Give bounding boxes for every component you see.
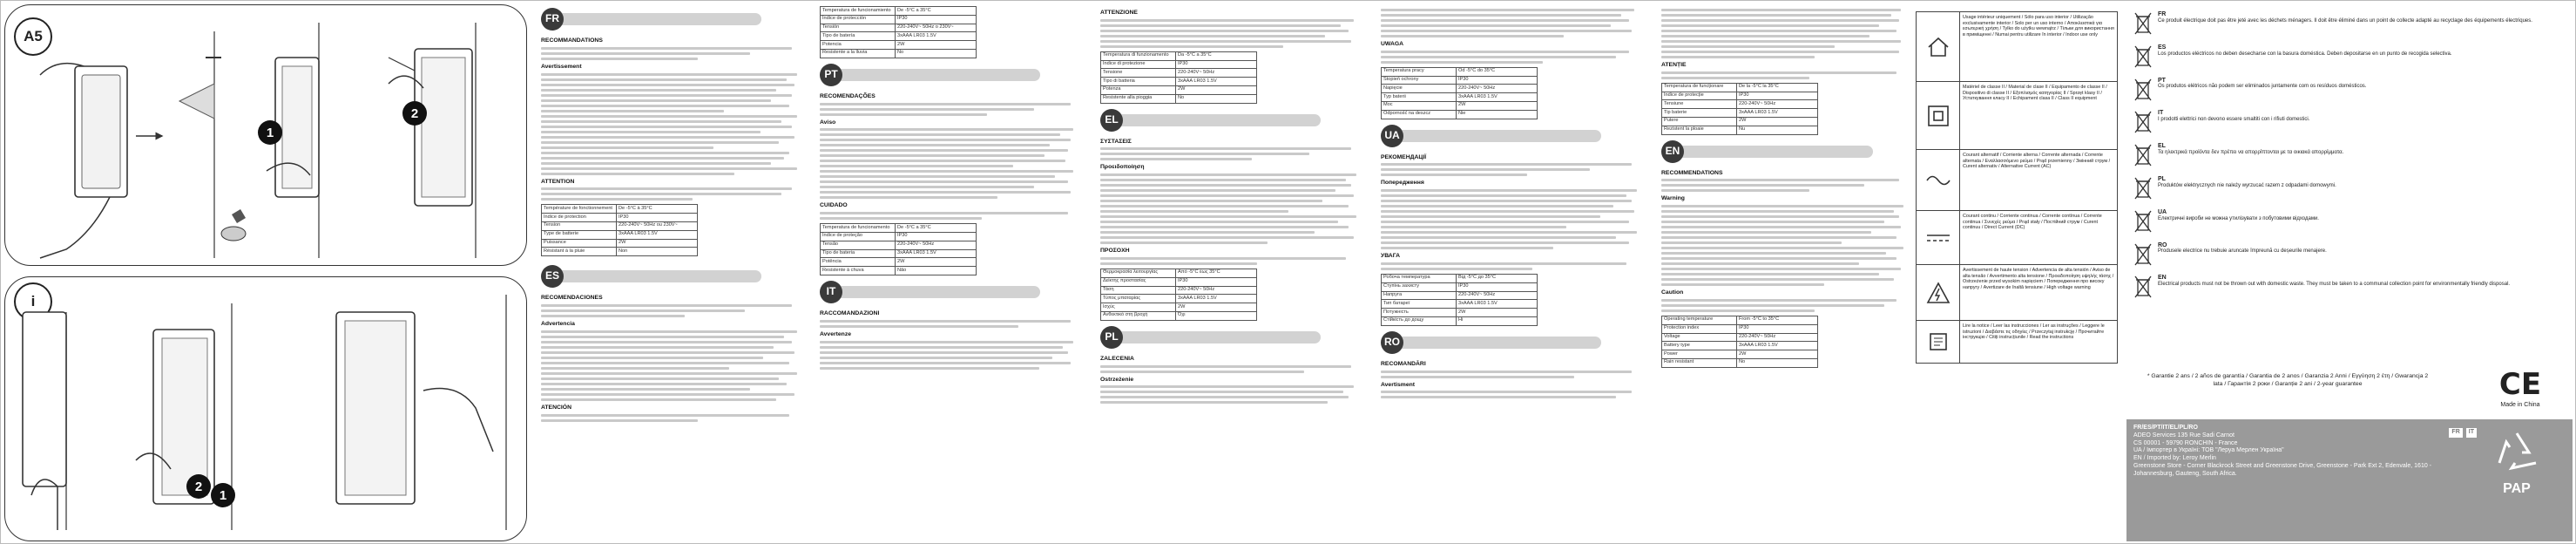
a5-badge: A5 [14, 17, 52, 56]
symbol-row-high-voltage: Avertissement de haute tension / Advertencia de alta tensión / Aviso de alta tensão / Avvertimento alta tensione / Προειδοποίηση υψηλής τάσης / Ostrzeżenie przed wysokim napięciem / Попередження про високу напругу / Avertizare de înaltă tensiune / High voltage warning [1917, 265, 2117, 321]
heading-warning-en: Warning [1661, 195, 1685, 202]
recycle-item-ua: UA Електричні вироби не можна утилізувати з побутовими відходами. [2133, 209, 2569, 237]
spec-table-pt: Temperatura de funcionamento De -5°C a 35°C Índice de proteção IP30 Tensão 220-240V~ 50Hz Tipo de bateria 3xAAA LR03 1.5V Potência 2W Resistente à chuva Não [820, 223, 977, 275]
column-ua-ro [1381, 6, 1642, 540]
lang-header-en [1661, 140, 1909, 163]
lang-badge-it: IT [820, 281, 842, 303]
pap-recycling-mark [2473, 428, 2560, 496]
warranty-text: * Garantie 2 ans / 2 años de garantía / Garantia de 2 anos / Garanzia 2 Anni / Εγγύηση 2 έτη / Gwarancja 2 lata / Гарантія 2 роки / Garanție 2 ani / 2-year guarantee [2147, 373, 2429, 387]
spec-table-es: Temperatura de funcionamiento De -5°C a 35°C Índice de protección IP30 Tensión 220-240V~ 50Hz o 230V~ Tipo de batería 3xAAA LR03 1.5V Potencia 2W Resistente a la lluvia No [820, 6, 977, 58]
lang-header-pt [820, 64, 1081, 86]
crossed-bin-icon [2133, 110, 2158, 138]
column-el-pl [1100, 6, 1362, 540]
house-icon [1917, 12, 1960, 81]
illustration-panel [4, 4, 527, 541]
double-square-icon [1917, 82, 1960, 149]
info-badge: i [14, 282, 52, 321]
lang-badge-fr: FR [541, 8, 564, 31]
step-1-badge-bottom: 1 [211, 483, 235, 507]
pap-label: PAP [2503, 480, 2531, 496]
heading-caution-fr: ATTENTION [541, 178, 575, 185]
heading-caution-ua: УВАГА [1381, 253, 1401, 260]
heading-warning-ua: Попередження [1381, 180, 1424, 187]
symbol-row-indoor: Usage intérieur uniquement / Sólo para uso interior / Utilização exclusivamente interior / Solo per un uso interno / Αποκλειστικά για εσωτερική χρήση / Tylko do użytku wewnątrz / Тільки для використання в приміщенні / Numai pentru utilizare în interior / Indoor use only [1917, 12, 2117, 82]
heading-warning-ro: Avertisment [1381, 381, 1416, 388]
sorting-flags: FR IT [2449, 428, 2477, 438]
lang-badge-en: EN [1661, 140, 1684, 163]
crossed-bin-icon [2133, 78, 2158, 105]
spec-table-ua: Робоча температура Від -5°C до 35°C Ступінь захисту IP30 Напруга 220-240V~ 50Hz Тип батареї 3xAAA LR03 1.5V Потужність 2W Стійкість до дощу Ні [1381, 274, 1538, 326]
spec-table-it: Temperatura di funzionamento Da -5°C a 35°C Indice di protezione IP30 Tensione 220-240V~ 50Hz Tipo di batteria 3xAAA LR03 1.5V Potenza 2W Resistente alla pioggia No [1100, 51, 1257, 104]
heading-recommendations-ro: RECOMANDĂRI [1381, 360, 1426, 367]
illustration-a5 [4, 4, 527, 266]
recycle-arrows-icon [2491, 428, 2543, 477]
heading-warning-pl: Ostrzeżenie [1100, 376, 1134, 383]
recycle-item-fr: FR Ce produit électrique doit pas être jeté avec les déchets ménagers. Il doit être éliminé dans un point de collecte adapté au recyclage des équipements électriques. [2133, 11, 2569, 39]
heading-recommendations-es: RECOMENDACIONES [541, 295, 603, 302]
symbol-row-ac: Courant alternatif / Corriente alterna / Corrente alternada / Corrente alternata / Εναλλασσόμενο ρεύμα / Prąd przemienny / Змінний струм / Curent alternativ / Alternative Current (AC) [1917, 150, 2117, 211]
crossed-bin-icon [2133, 143, 2158, 171]
recycle-item-pt: PT Os produtos elétricos não podem ser eliminados juntamente com os resíduos domésticos. [2133, 78, 2569, 105]
lang-badge-ro: RO [1381, 331, 1403, 354]
symbol-row-class2: Matériel de classe II / Material de clase II / Equipamento de classe II / Dispositivo di classe II / Εξοπλισμός κατηγορίας II / Sprzęt klasy II / Устаткування класу II / Echipament clasa II / Class II equipment [1917, 82, 2117, 150]
crossed-bin-icon [2133, 176, 2158, 204]
heading-caution-pt: CUIDADO [820, 202, 848, 209]
lang-badge-ua: UA [1381, 125, 1403, 147]
step-2-badge: 2 [402, 101, 427, 126]
crossed-bin-icon [2133, 275, 2158, 303]
crossed-bin-icon [2133, 242, 2158, 270]
ce-logo: CE [2498, 367, 2542, 402]
lang-header-es [541, 265, 802, 288]
importer-address: FR/ES/PT/IT/EL/PL/RO ADEO Services 135 Rue Sadi Carnot CS 00001 - 59790 RONCHIN - France UA / Імпортер в Україні: ТОВ "Леруа Мерлен Україна" EN / Imported by: Leroy Merlin Greenstone Store - Corner Blackrock Street and Greenstone Drive, Greenstone - Park Ext 2, Edenvale, 1610 - Johannesburg, Gauteng, South Africa. [2133, 425, 2432, 477]
heading-recommendations-pt: RECOMENDAÇÕES [820, 92, 876, 99]
recycle-item-pl: PL Produktów elektrycznych nie należy wyrzucać razem z odpadami domowymi. [2133, 176, 2569, 204]
symbol-row-dc: Courant continu / Corriente continua / Corrente contínua / Corrente continua / Συνεχές ρεύμα / Prąd stały / Постійний струм / Curent continuu / Direct Current (DC) [1917, 211, 2117, 265]
importer-address-box [2126, 419, 2573, 541]
heading-recommendations-en: RECOMMENDATIONS [1661, 169, 1723, 176]
column-fr-es [541, 6, 802, 540]
lang-header-ro [1381, 331, 1642, 354]
heading-warning-el: Προειδοποίηση [1100, 164, 1145, 171]
lang-badge-el: EL [1100, 109, 1123, 132]
column-pt-it [820, 6, 1081, 540]
heading-caution-el: ΠΡΟΣΟΧΗ [1100, 248, 1130, 255]
heading-recommendations-pl: ZALECENIA [1100, 355, 1134, 362]
lang-header-ua [1381, 125, 1642, 147]
heading-recommendations-ua: РЕКОМЕНДАЦІЇ [1381, 153, 1427, 160]
crossed-bin-icon [2133, 209, 2158, 237]
heading-caution-pl: UWAGA [1381, 41, 1404, 47]
recycle-item-en: EN Electrical products must not be thrown out with domestic waste. They must be taken to a communal collection point for environmentally friendly disposal. [2133, 275, 2569, 303]
heading-recommendations-el: ΣΥΣΤΑΣΕΙΣ [1100, 138, 1132, 145]
recycle-item-el: EL Τα ηλεκτρικά προϊόντα δεν πρέπει να απορρίπτονται με τα οικιακά απορρίμματα. [2133, 143, 2569, 171]
ce-mark [2477, 367, 2564, 408]
step-1-badge: 1 [258, 120, 282, 145]
column-en [1661, 6, 1909, 540]
recycle-item-it: IT I prodotti elettrici non devono essere smaltiti con i rifiuti domestici. [2133, 110, 2569, 138]
lang-header-fr [541, 8, 802, 31]
step-2-badge-bottom: 2 [186, 474, 211, 499]
heading-warning-pt: Aviso [820, 119, 836, 126]
address-lang-codes: FR/ES/PT/IT/EL/PL/RO [2133, 425, 2198, 431]
recycle-item-es: ES Los productos eléctricos no deben desecharse con la basura doméstica. Deben depositarse en un punto de recogida selectiva. [2133, 44, 2569, 72]
illustration-info [4, 276, 527, 541]
symbols-table [1916, 11, 2118, 364]
dc-line-icon [1917, 211, 1960, 264]
recycle-item-ro: RO Produsele electrice nu trebuie aruncate împreună cu deșeurile menajere. [2133, 242, 2569, 270]
lang-header-pl [1100, 326, 1362, 349]
crossed-bin-icon [2133, 44, 2158, 72]
spec-table-el: Θερμοκρασία λειτουργίας Από -5°C έως 35°C Δείκτης προστασίας IP30 Τάση 220-240V~ 50Hz Τύπος μπαταρίας 3xAAA LR03 1.5V Ισχύς 2W Ανθεκτικό στη βροχή Όχι [1100, 269, 1257, 321]
lang-badge-es: ES [541, 265, 564, 288]
lang-header-it [820, 281, 1081, 303]
heading-caution-it: ATTENZIONE [1100, 10, 1138, 16]
ac-wave-icon [1917, 150, 1960, 210]
heading-caution-es: ATENCIÓN [541, 404, 571, 411]
lang-badge-pt: PT [820, 64, 842, 86]
crossed-bin-icon [2133, 11, 2158, 39]
symbol-row-read-manual: Lire la notice / Leer las instrucciones / Ler as instruções / Leggere le istruzioni / Διαβάστε τις οδηγίες / Przeczytaj instrukcję / Прочитайте інструкцію / Citiți instrucțiunile / Read the instructions [1917, 321, 2117, 363]
battery-insert-drawing [5, 277, 527, 541]
recycling-info [2133, 11, 2569, 364]
manual-book-icon [1917, 321, 1960, 363]
heading-recommendations-it: RACCOMANDAZIONI [820, 309, 880, 316]
heading-caution-en: Caution [1661, 289, 1684, 296]
made-in-text: Made in China [2500, 402, 2540, 408]
spec-table-en: Operating temperature From -5°C to 35°C Protection index IP30 Voltage 220-240V~ 50Hz Battery type 3xAAA LR03 1.5V Power 2W Rain resistant No [1661, 316, 1818, 368]
heading-warning-fr: Avertissement [541, 63, 582, 70]
spec-table-ro: Temperatura de funcționare De la -5°C la 35°C Indice de protecție IP30 Tensiune 220-240V~ 50Hz Tip baterie 3xAAA LR03 1.5V Putere 2W Rezistent la ploaie Nu [1661, 83, 1818, 135]
spec-table-fr: Température de fonctionnement De -5°C à 35°C Indice de protection IP30 Tension 220-240V~ 50Hz ou 230V~ Type de batterie 3xAAA LR03 1.5V Puissance 2W Résistant à la pluie Non [541, 204, 698, 256]
heading-caution-ro: ATENȚIE [1661, 62, 1687, 68]
heading-recommendations-fr: RECOMMANDATIONS [541, 37, 603, 44]
high-voltage-icon [1917, 265, 1960, 320]
heading-warning-es: Advertencia [541, 320, 575, 327]
spec-table-pl: Temperatura pracy Od -5°C do 35°C Stopień ochrony IP30 Napięcie 220-240V~ 50Hz Typ baterii 3xAAA LR03 1.5V Moc 2W Odporność na deszcz Nie [1381, 67, 1538, 119]
lang-header-el [1100, 109, 1362, 132]
lang-badge-pl: PL [1100, 326, 1123, 349]
heading-warning-it: Avvertenze [820, 330, 852, 337]
